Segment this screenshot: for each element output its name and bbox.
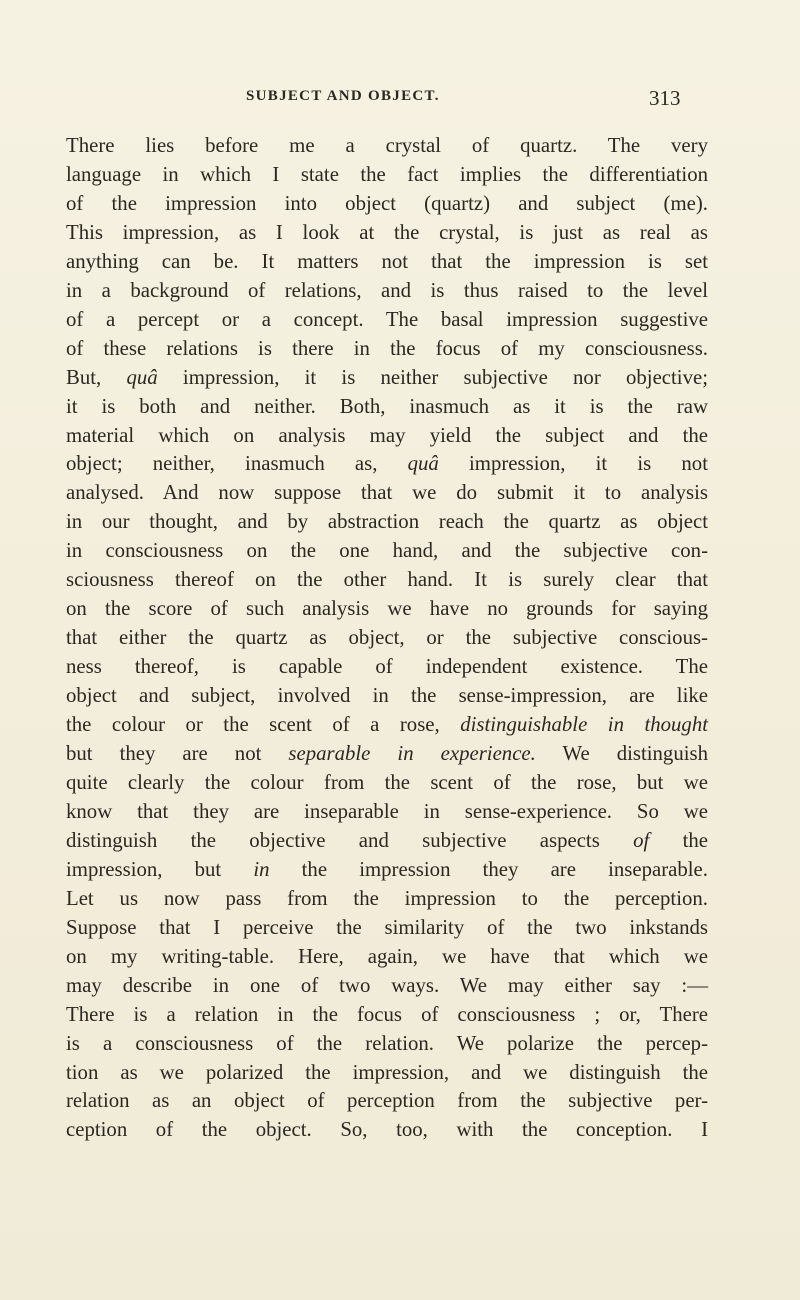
text-line [66,450,708,479]
text-line [66,1087,708,1116]
text-line [66,1116,708,1145]
text-segment: analysed. And now suppose that we do submit it to analysis [66,481,708,505]
text-segment: relation as an object of perception from the subjective per- [66,1089,708,1113]
text-segment: it is both and neither. Both, inasmuch as it is the raw [66,394,708,418]
text-segment: But, [66,365,127,389]
text-line [66,856,708,885]
text-line [66,653,708,682]
text-line [66,1001,708,1030]
italic-text: in [253,857,270,881]
text-segment: of a percept or a concept. The basal impression suggestive [66,307,708,331]
italic-text: of [633,828,650,852]
text-line [66,364,708,393]
text-line [66,943,708,972]
text-segment: ness thereof, is capable of independent existence. The [66,655,708,679]
text-line [66,972,708,1001]
text-segment: on the score of such analysis we have no grounds for saying [66,597,708,621]
text-segment: that either the quartz as object, or the subjective conscious- [66,626,708,650]
text-line [66,393,708,422]
text-segment: in a background of relations, and is thus raised to the level [66,278,708,302]
text-line [66,740,708,769]
text-segment: know that they are inseparable in sense-experience. So we [66,799,708,823]
text-segment: impression, but [66,857,254,881]
text-segment: the colour or the scent of a rose, [66,713,461,737]
body-text [66,132,708,1145]
text-segment: of these relations is there in the focus of my consciousness. [66,336,708,360]
text-line [66,248,708,277]
text-segment: object and subject, involved in the sense-impression, are like [66,684,708,708]
text-line [66,885,708,914]
text-segment: Suppose that I perceive the similarity of the two inkstands [66,915,708,939]
text-segment: in consciousness on the one hand, and the subjective con- [66,539,708,563]
text-segment: the impression they are inseparable. [269,857,708,881]
page-number: 313 [649,86,681,110]
text-segment: the [649,828,709,852]
text-segment: impression, it is neither subjective nor objective; [157,365,708,389]
text-line [66,566,708,595]
text-line [66,479,708,508]
text-segment: material which on analysis may yield the subject and the [66,423,708,447]
text-segment: distinguish the objective and subjective aspects [66,828,634,852]
text-line [66,595,708,624]
text-segment: Let us now pass from the impression to the perception. [66,886,708,910]
text-segment: This impression, as I look at the crystal, is just as real as [66,220,708,244]
text-line [66,1059,708,1088]
text-segment: may describe in one of two ways. We may either say :— [66,973,708,997]
text-segment: ception of the object. So, too, with the conception. I [66,1118,708,1142]
text-segment: We distinguish [535,742,708,766]
text-segment: anything can be. It matters not that the impression is set [66,249,708,273]
text-segment: is a consciousness of the relation. We polarize the percep- [66,1031,708,1055]
text-line [66,769,708,798]
text-segment: in our thought, and by abstraction reach the quartz as object [66,510,708,534]
text-line [66,190,708,219]
text-line [66,537,708,566]
text-line [66,914,708,943]
text-line [66,161,708,190]
italic-text: quâ [407,452,439,476]
text-line [66,798,708,827]
text-segment: of the impression into object (quartz) and subject (me). [66,191,708,215]
text-segment: object; neither, inasmuch as, [66,452,408,476]
text-segment: tion as we polarized the impression, and we distinguish the [66,1060,708,1084]
text-line [66,219,708,248]
text-line [66,422,708,451]
text-line [66,827,708,856]
text-segment: sciousness thereof on the other hand. It is surely clear that [66,568,708,592]
text-segment: on my writing-table. Here, again, we have that which we [66,944,708,968]
text-line [66,306,708,335]
text-line [66,277,708,306]
text-segment: quite clearly the colour from the scent of the rose, but we [66,770,708,794]
italic-text: separable in experience. [288,742,536,766]
running-header [0,88,800,122]
italic-text: quâ [126,365,158,389]
text-segment: impression, it is not [438,452,708,476]
text-segment: language in which I state the fact implies the differentiation [66,162,708,186]
text-line [66,682,708,711]
text-line [66,335,708,364]
text-segment: There is a relation in the focus of consciousness ; or, There [66,1002,708,1026]
text-line [66,624,708,653]
italic-text: distinguishable in thought [460,713,708,737]
text-line [66,711,708,740]
text-segment: but they are not [66,742,289,766]
text-line [66,508,708,537]
text-line [66,132,708,161]
text-segment: There lies before me a crystal of quartz. The very [66,134,708,157]
running-title: SUBJECT AND OBJECT. [246,88,440,104]
text-line [66,1030,708,1059]
